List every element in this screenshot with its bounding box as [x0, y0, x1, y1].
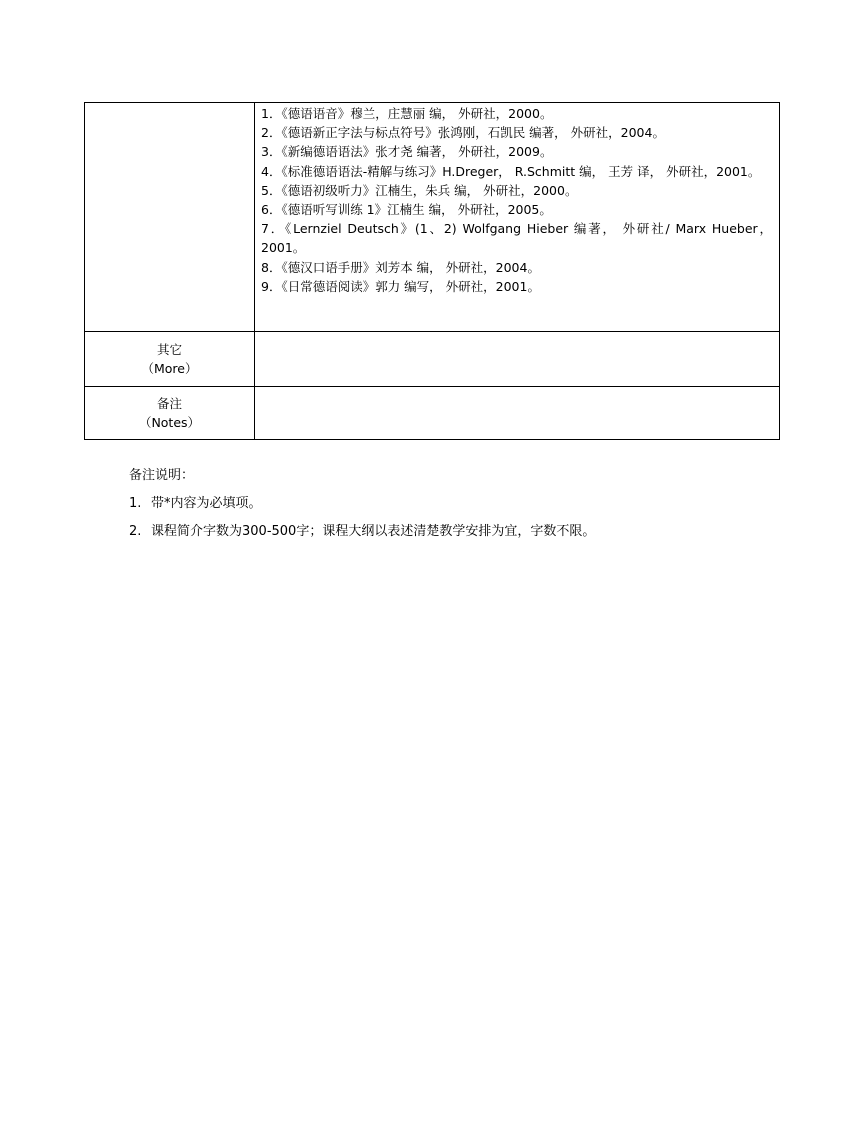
notes-label-en: （Notes） — [138, 415, 201, 430]
remark-number: 2. — [129, 524, 142, 539]
reference-item-7: 7．《Lernziel Deutsch》(1、2) Wolfgang Hieber 编著， 外研社/ Marx Hueber，2001。 — [261, 221, 772, 256]
remark-text: 带*内容为必填项。 — [151, 496, 262, 511]
reference-item-9: 9．《日常德语阅读》郭力 编写， 外研社，2001。 — [261, 278, 540, 294]
more-label-cell — [85, 332, 255, 387]
more-label-cn: 其它 — [156, 342, 182, 357]
reference-item-2: 2．《德语新正字法与标点符号》张鸿刚，石凯民 编著， 外研社，2004。 — [261, 125, 665, 141]
more-label-en: （More） — [141, 361, 198, 376]
remark-number: 1. — [129, 496, 142, 511]
course-info-table — [84, 102, 780, 440]
reference-item-1: 1．《德语语音》穆兰，庄慧丽 编， 外研社，2000。 — [261, 106, 553, 121]
reference-item-8: 8．《德汉口语手册》刘芳本 编， 外研社，2004。 — [261, 259, 540, 275]
reference-item-3: 3．《新编德语语法》张才尧 编著， 外研社，2009。 — [261, 144, 553, 160]
references-cell — [255, 103, 780, 332]
remarks-section — [129, 466, 595, 542]
references-list — [255, 103, 779, 312]
notes-value-cell — [255, 387, 780, 440]
notes-label-cell — [85, 387, 255, 440]
more-row — [85, 332, 780, 387]
reference-item-5: 5．《德语初级听力》江楠生，朱兵 编， 外研社，2000。 — [261, 182, 578, 198]
notes-row — [85, 387, 780, 440]
more-value-cell — [255, 332, 780, 387]
reference-item-4: 4．《标准德语语法-精解与练习》H.Dreger， R.Schmitt 编， 王芳 译， 外研社，2001。 — [261, 163, 761, 179]
remark-text: 课程简介字数为300-500字；课程大纲以表述清楚教学安排为宜，字数不限。 — [151, 524, 596, 539]
remark-item-1 — [129, 494, 595, 514]
remarks-title: 备注说明： — [129, 468, 195, 483]
references-row — [85, 103, 780, 332]
notes-label-cn: 备注 — [156, 396, 182, 411]
reference-item-6: 6．《德语听写训练 1》江楠生 编， 外研社，2005。 — [261, 202, 552, 218]
references-label-cell — [85, 103, 255, 332]
remark-item-2 — [129, 522, 595, 542]
